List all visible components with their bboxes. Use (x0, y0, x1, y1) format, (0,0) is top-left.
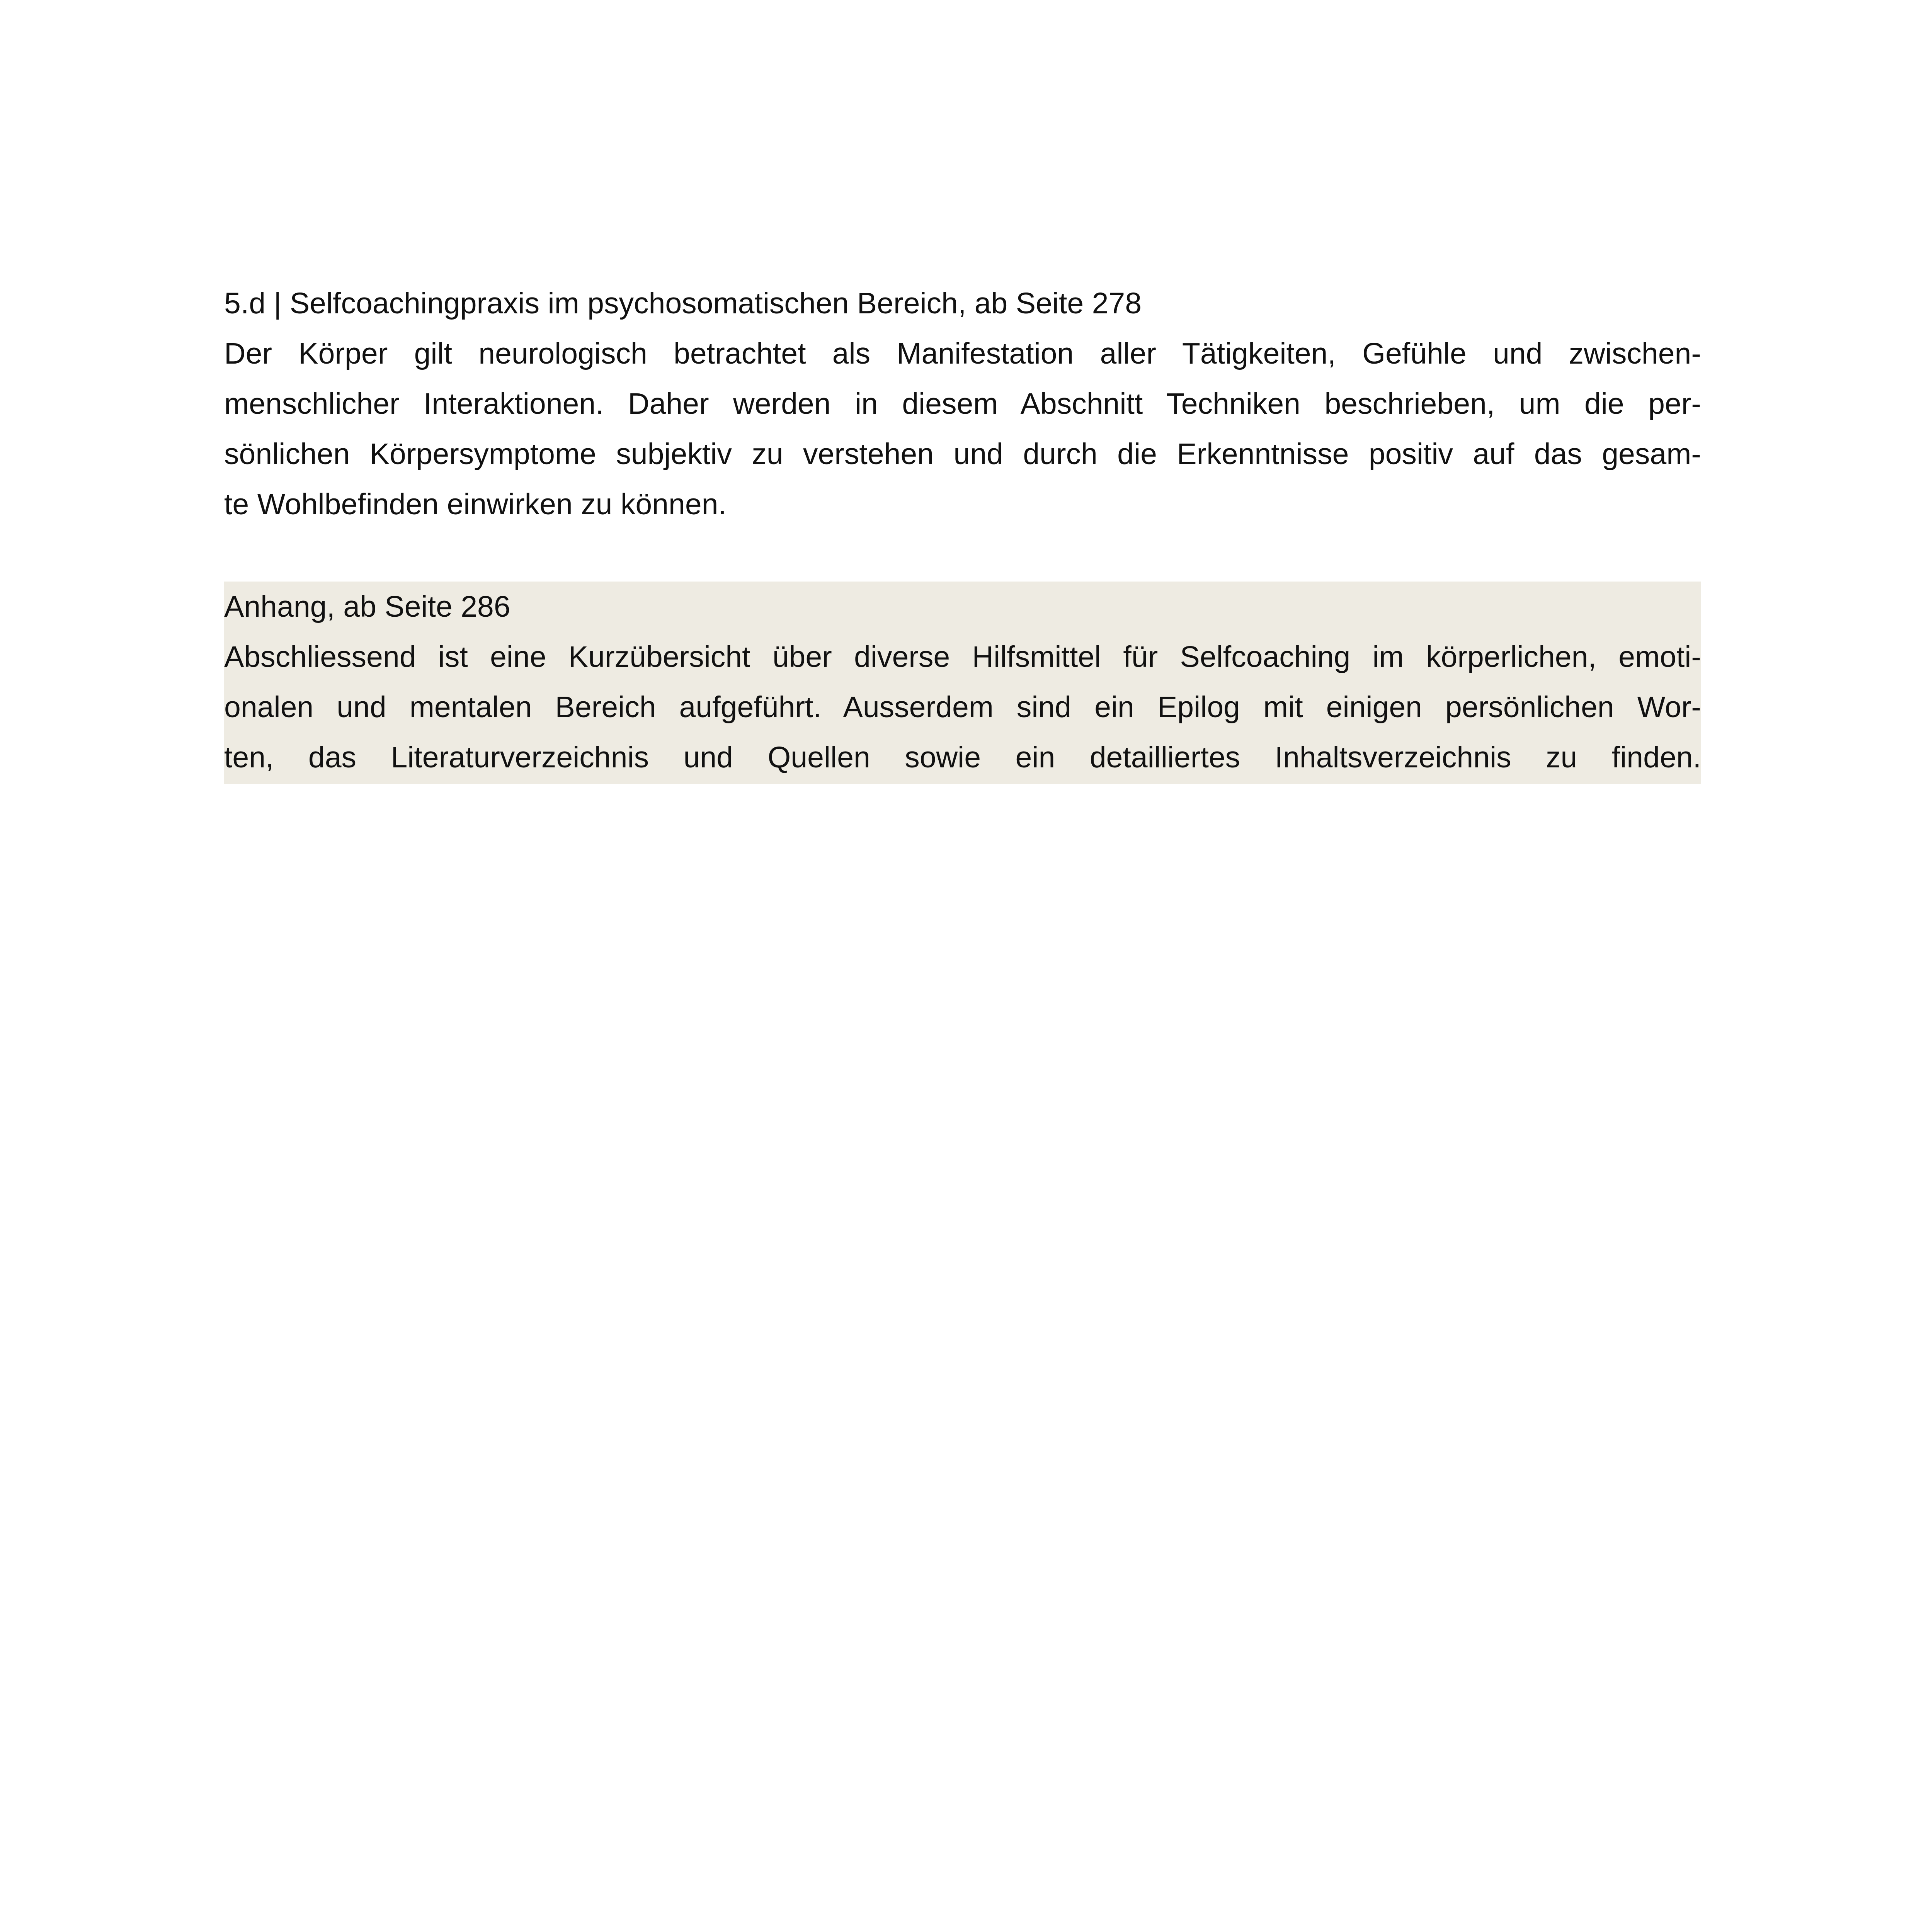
section-5d (224, 278, 1701, 529)
section-5d-line-4: te Wohlbefinden einwirken zu können. (224, 488, 727, 521)
appendix-line-3: ten, das Literaturverzeichnis und Quellen sowie ein detailliertes Inhaltsverzeichnis zu finden. (224, 741, 1701, 774)
section-5d-line-3: sönlichen Körpersymptome subjektiv zu verstehen und durch die Erkenntnisse positiv auf das gesam- (224, 437, 1701, 471)
section-5d-line-1: Der Körper gilt neurologisch betrachtet als Manifestation aller Tätigkeiten, Gefühle und zwischen- (224, 337, 1701, 370)
section-5d-line-2: menschlicher Interaktionen. Daher werden in diesem Abschnitt Techniken beschrieben, um die per- (224, 387, 1701, 420)
appendix-section (224, 582, 1701, 784)
appendix-line-2: onalen und mentalen Bereich aufgeführt. Ausserdem sind ein Epilog mit einigen persönlichen Wor- (224, 690, 1701, 724)
appendix-line-1: Abschliessend ist eine Kurzübersicht über diverse Hilfsmittel für Selfcoaching im körperlichen, emoti- (224, 640, 1701, 673)
section-5d-heading: 5.d | Selfcoachingpraxis im psychosomatischen Bereich, ab Seite 278 (224, 287, 1142, 320)
appendix-heading: Anhang, ab Seite 286 (224, 590, 510, 623)
